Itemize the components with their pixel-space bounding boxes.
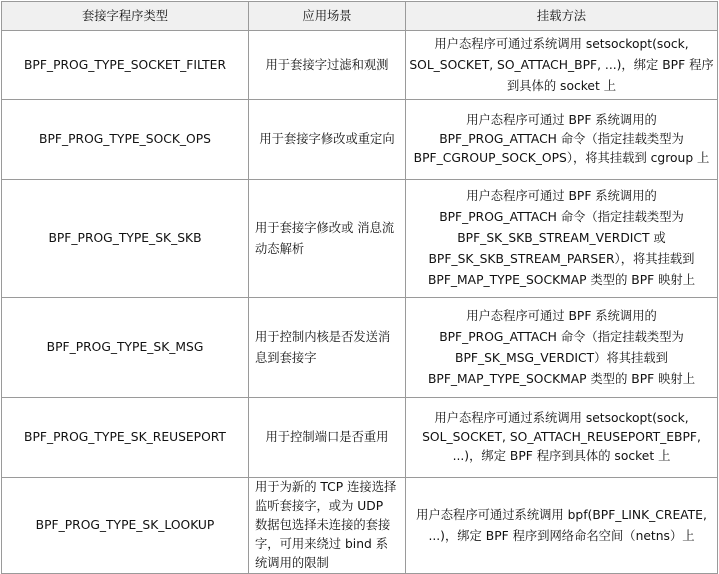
usage-cell: 用于控制端口是否重用 (249, 398, 406, 478)
table-row (2, 180, 718, 298)
attach-method-cell: 用户态程序可通过系统调用 setsockopt(sock, SOL_SOCKET, SO_ATTACH_REUSEPORT_EBPF, ...)，绑定 BPF 程序到具体的 socket 上 (406, 398, 718, 478)
program-type-cell: BPF_PROG_TYPE_SOCK_OPS (2, 100, 249, 180)
attach-method-cell: 用户态程序可通过 BPF 系统调用的 BPF_PROG_ATTACH 命令（指定挂载类型为 BPF_SK_SKB_STREAM_VERDICT 或 BPF_SK_SKB_STREAM_PARSER），将其挂载到 BPF_MAP_TYPE_SOCKMAP 类型的 BPF 映射上 (406, 180, 718, 298)
table-header-row (2, 2, 718, 31)
program-type-cell: BPF_PROG_TYPE_SK_SKB (2, 180, 249, 298)
program-type-cell: BPF_PROG_TYPE_SK_LOOKUP (2, 478, 249, 574)
attach-method-cell: 用户态程序可通过系统调用 bpf(BPF_LINK_CREATE, ...)，绑定 BPF 程序到网络命名空间（netns）上 (406, 478, 718, 574)
table-row (2, 478, 718, 574)
table-row (2, 298, 718, 398)
usage-cell: 用于套接字修改或重定向 (249, 100, 406, 180)
header-program-type: 套接字程序类型 (2, 2, 249, 31)
table-row (2, 31, 718, 100)
header-attach-method: 挂载方法 (406, 2, 718, 31)
table-row (2, 100, 718, 180)
usage-cell: 用于套接字过滤和观测 (249, 31, 406, 100)
socket-program-types-table (1, 1, 718, 574)
attach-method-cell: 用户态程序可通过系统调用 setsockopt(sock, SOL_SOCKET, SO_ATTACH_BPF, ...)，绑定 BPF 程序到具体的 socket 上 (406, 31, 718, 100)
usage-cell: 用于为新的 TCP 连接选择监听套接字，或为 UDP 数据包选择未连接的套接字，可用来绕过 bind 系统调用的限制 (249, 478, 406, 574)
header-usage: 应用场景 (249, 2, 406, 31)
attach-method-cell: 用户态程序可通过 BPF 系统调用的 BPF_PROG_ATTACH 命令（指定挂载类型为 BPF_CGROUP_SOCK_OPS），将其挂载到 cgroup 上 (406, 100, 718, 180)
usage-cell: 用于控制内核是否发送消息到套接字 (249, 298, 406, 398)
usage-cell: 用于套接字修改或 消息流动态解析 (249, 180, 406, 298)
program-type-cell: BPF_PROG_TYPE_SK_MSG (2, 298, 249, 398)
attach-method-cell: 用户态程序可通过 BPF 系统调用的 BPF_PROG_ATTACH 命令（指定挂载类型为 BPF_SK_MSG_VERDICT）将其挂载到 BPF_MAP_TYPE_SOCKMAP 类型的 BPF 映射上 (406, 298, 718, 398)
program-type-cell: BPF_PROG_TYPE_SOCKET_FILTER (2, 31, 249, 100)
program-type-cell: BPF_PROG_TYPE_SK_REUSEPORT (2, 398, 249, 478)
table-row (2, 398, 718, 478)
